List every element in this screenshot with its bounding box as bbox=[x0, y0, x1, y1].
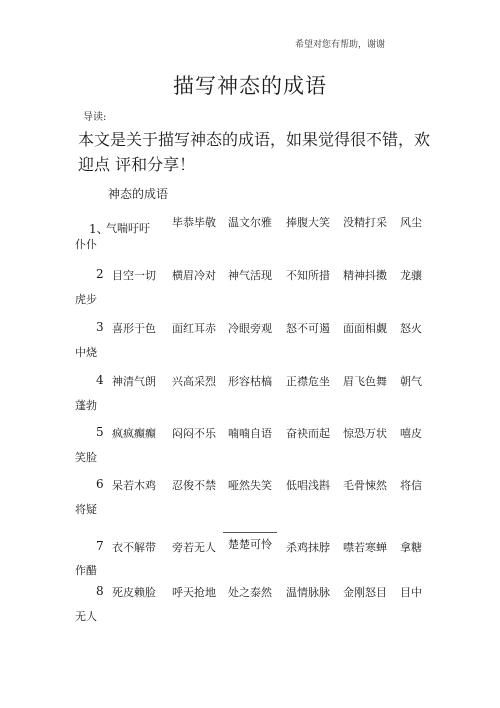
idiom: 气喘吁吁 bbox=[106, 222, 150, 235]
idiom: 忍俊不禁 bbox=[172, 479, 216, 492]
idiom-row bbox=[0, 584, 500, 640]
row-number: 5 bbox=[96, 425, 104, 439]
row-number: 7 bbox=[96, 539, 104, 553]
idiom: 噤若寒蝉 bbox=[343, 541, 387, 554]
idiom-continuation: 将疑 bbox=[75, 503, 97, 516]
idiom-row bbox=[0, 320, 500, 376]
idiom: 形容枯槁 bbox=[228, 375, 272, 388]
idiom: 杀鸡抹脖 bbox=[286, 541, 330, 554]
row-number: 8 bbox=[96, 584, 104, 598]
idiom: 低唱浅斟 bbox=[286, 479, 330, 492]
section-title: 神态的成语 bbox=[108, 187, 169, 201]
idiom: 温情脉脉 bbox=[286, 586, 330, 599]
idiom: 目中 bbox=[400, 586, 422, 599]
idiom-row bbox=[0, 373, 500, 429]
idiom-continuation: 笑脸 bbox=[75, 451, 97, 464]
idiom: 将信 bbox=[400, 479, 422, 492]
idiom: 朝气 bbox=[400, 375, 422, 388]
idiom: 捧腹大笑 bbox=[286, 216, 330, 229]
row-number: 2 bbox=[96, 267, 104, 281]
idiom: 金刚怒目 bbox=[343, 586, 387, 599]
row-number: 1、 bbox=[89, 222, 109, 236]
idiom: 面面相觑 bbox=[343, 322, 387, 335]
row-number: 6 bbox=[96, 477, 104, 491]
idiom: 呆若木鸡 bbox=[112, 479, 156, 492]
idiom: 楚楚可怜 bbox=[228, 538, 272, 551]
idiom-continuation: 无人 bbox=[75, 610, 97, 623]
idiom: 嘻皮 bbox=[400, 427, 422, 440]
idiom: 毕恭毕敬 bbox=[172, 216, 216, 229]
idiom: 龙骧 bbox=[400, 269, 422, 282]
idiom: 死皮赖脸 bbox=[112, 586, 156, 599]
idiom: 不知所措 bbox=[286, 269, 330, 282]
idiom: 兴高采烈 bbox=[172, 375, 216, 388]
row-number: 3 bbox=[96, 320, 104, 334]
row-number: 4 bbox=[96, 373, 104, 387]
idiom: 怒火 bbox=[400, 322, 422, 335]
idiom: 面红耳赤 bbox=[172, 322, 216, 335]
idiom: 没精打采 bbox=[343, 216, 387, 229]
idiom: 疯疯癫癫 bbox=[112, 427, 156, 440]
idiom: 神气活现 bbox=[228, 269, 272, 282]
idiom-continuation: 作醋 bbox=[75, 564, 97, 577]
idiom-continuation: 虎步 bbox=[75, 293, 97, 306]
idiom-continuation: 蓬勃 bbox=[75, 399, 97, 412]
idiom: 旁若无人 bbox=[172, 541, 216, 554]
idiom: 冷眼旁观 bbox=[228, 322, 272, 335]
idiom: 喜形于色 bbox=[112, 322, 156, 335]
guide-label: 导读: bbox=[83, 112, 107, 123]
idiom: 喃喃自语 bbox=[228, 427, 272, 440]
idiom: 风尘 bbox=[400, 216, 422, 229]
header-note: 希望对您有帮助，谢谢 bbox=[295, 40, 386, 50]
idiom: 目空一切 bbox=[112, 269, 156, 282]
idiom: 横眉冷对 bbox=[172, 269, 216, 282]
idiom-row bbox=[0, 214, 500, 270]
idiom-row bbox=[0, 477, 500, 533]
intro-paragraph: 本文是关于描写神态的成语，如果觉得很不错，欢迎点 评和分享！ bbox=[78, 130, 431, 174]
divider-line bbox=[223, 532, 277, 533]
idiom-row bbox=[0, 425, 500, 481]
idiom: 眉飞色舞 bbox=[343, 375, 387, 388]
idiom: 怒不可遏 bbox=[286, 322, 330, 335]
idiom: 正襟危坐 bbox=[286, 375, 330, 388]
idiom: 拿糖 bbox=[400, 541, 422, 554]
idiom: 神清气朗 bbox=[112, 375, 156, 388]
idiom-continuation: 仆仆 bbox=[75, 238, 97, 251]
idiom-row bbox=[0, 267, 500, 323]
idiom: 哑然失笑 bbox=[228, 479, 272, 492]
idiom: 温文尔雅 bbox=[228, 216, 272, 229]
idiom: 呼天抢地 bbox=[172, 586, 216, 599]
page-title: 描写神态的成语 bbox=[173, 74, 327, 98]
idiom-continuation: 中烧 bbox=[75, 346, 97, 359]
idiom: 奋袂而起 bbox=[286, 427, 330, 440]
idiom: 精神抖擞 bbox=[343, 269, 387, 282]
idiom: 衣不解带 bbox=[112, 541, 156, 554]
idiom: 惊恐万状 bbox=[343, 427, 387, 440]
idiom: 毛骨悚然 bbox=[343, 479, 387, 492]
idiom: 处之泰然 bbox=[228, 586, 272, 599]
idiom: 闷闷不乐 bbox=[172, 427, 216, 440]
